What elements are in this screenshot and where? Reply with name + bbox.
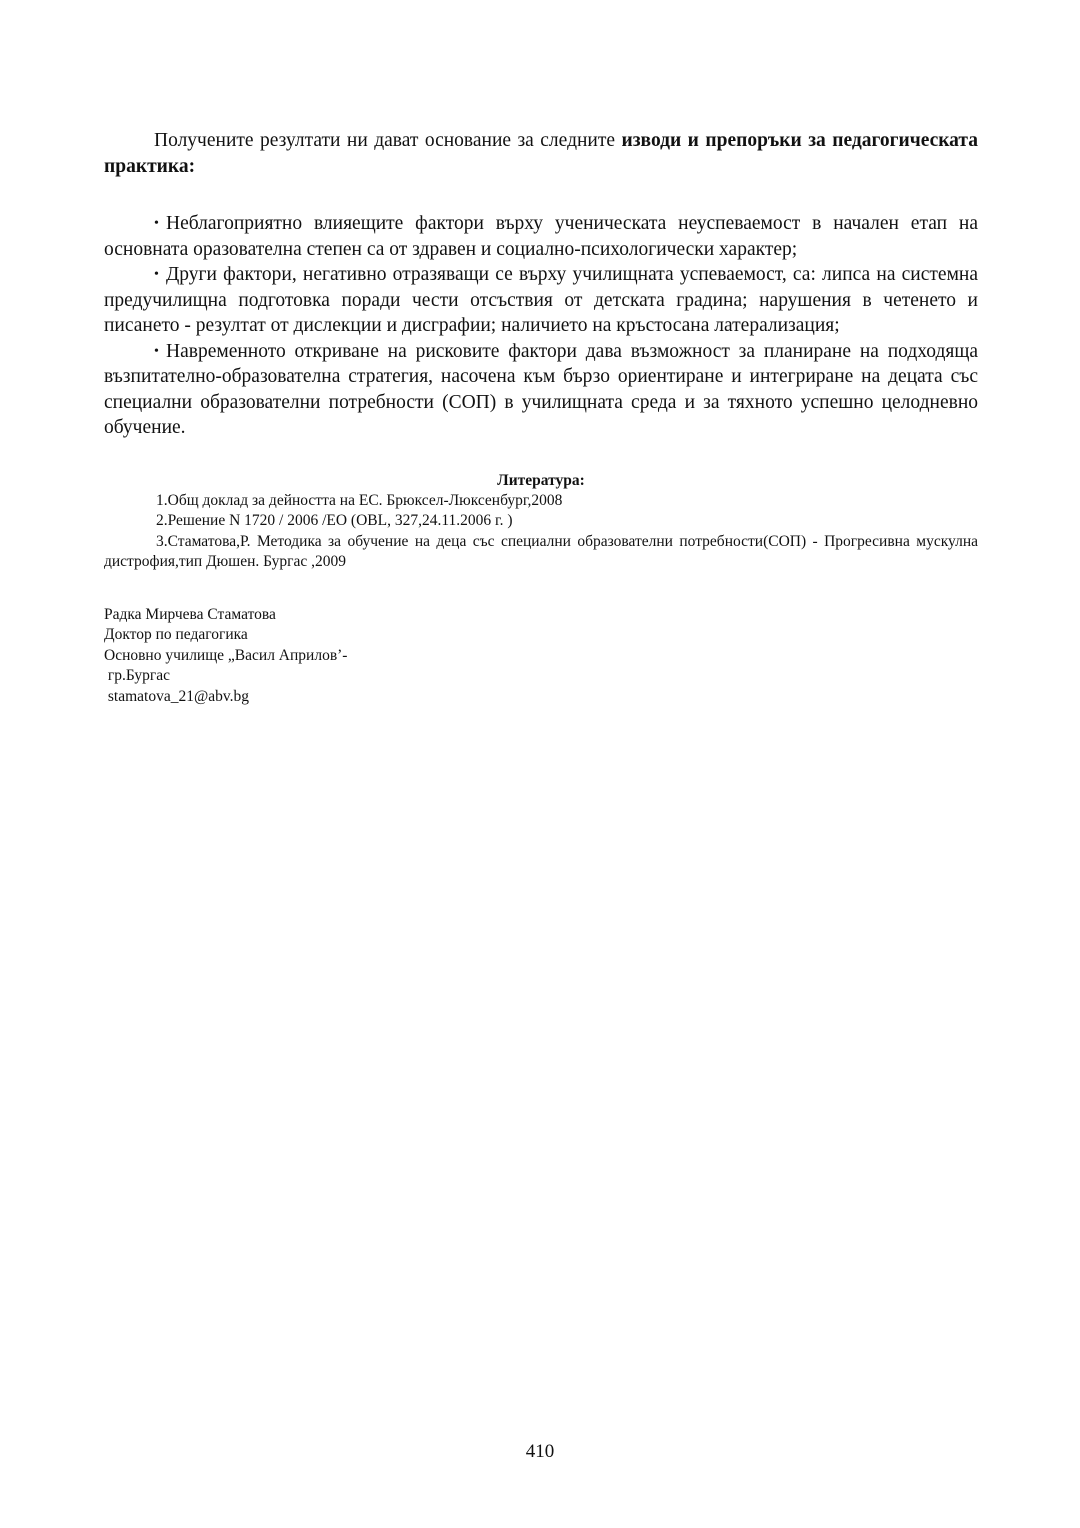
bullet-icon: • (154, 343, 159, 359)
intro-paragraph (104, 128, 978, 179)
intro-bold-text: изводи и препоръки за педагогическата практика: (104, 130, 978, 177)
author-email: stamatova_21@abv.bg (104, 687, 249, 705)
author-school: Основно училище „Васил Априлов’- (104, 646, 348, 664)
intro-text: Получените резултати ни дават основание за следните (154, 130, 622, 151)
bullet-item (104, 211, 978, 262)
author-city: гр.Бургас (104, 667, 170, 684)
bullet-icon: • (154, 216, 159, 231)
bullet-item (104, 262, 978, 339)
author-degree: Доктор по педагогика (104, 626, 248, 643)
document-body (104, 128, 978, 707)
literature-title: Литература: (497, 471, 585, 489)
author-block (104, 605, 978, 708)
reference-item: 2.Решение N 1720 / 2006 /ЕО (OBL, 327,24.11.2006 г. ) (156, 512, 513, 529)
bullet-icon: • (154, 267, 159, 282)
bullet-text: Навременното откриване на рисковите фактори дава възможност за планиране на подходяща възпитателно-образователна стратегия, насочена към бързо ориентиране и интегриране на децата със специални образователни потребности (СОП) в училищната среда и за тяхното успешно целодневно обучение. (104, 340, 978, 438)
page-number: 410 (525, 1441, 555, 1462)
bullet-text: Неблагоприятно влияещите фактори върху ученическата неуспеваемост в начален етап на основната оразователна степен са от здравен и социално-психологически характер; (104, 213, 978, 260)
bullet-text: Други фактори, негативно отразяващи се върху училищната успеваемост, са: липса на системна предучилищна подготовка поради чести отсъствия от детската градина; нарушения в четенето и писането - резултат от дислекции и дисграфии; наличието на кръстосана латерализация; (104, 264, 978, 336)
author-name: Радка Мирчева Стаматова (104, 605, 276, 623)
bullet-item (104, 339, 978, 441)
reference-item: 1.Общ доклад за дейността на ЕС. Брюксел-Люксенбург,2008 (156, 491, 563, 509)
reference-item: 3.Стаматова,Р. Методика за обучение на деца със специални образователни потребности(СОП) - Прогресивна мускулна дистрофия,тип Дюшен. Бургас ,2009 (104, 532, 978, 570)
